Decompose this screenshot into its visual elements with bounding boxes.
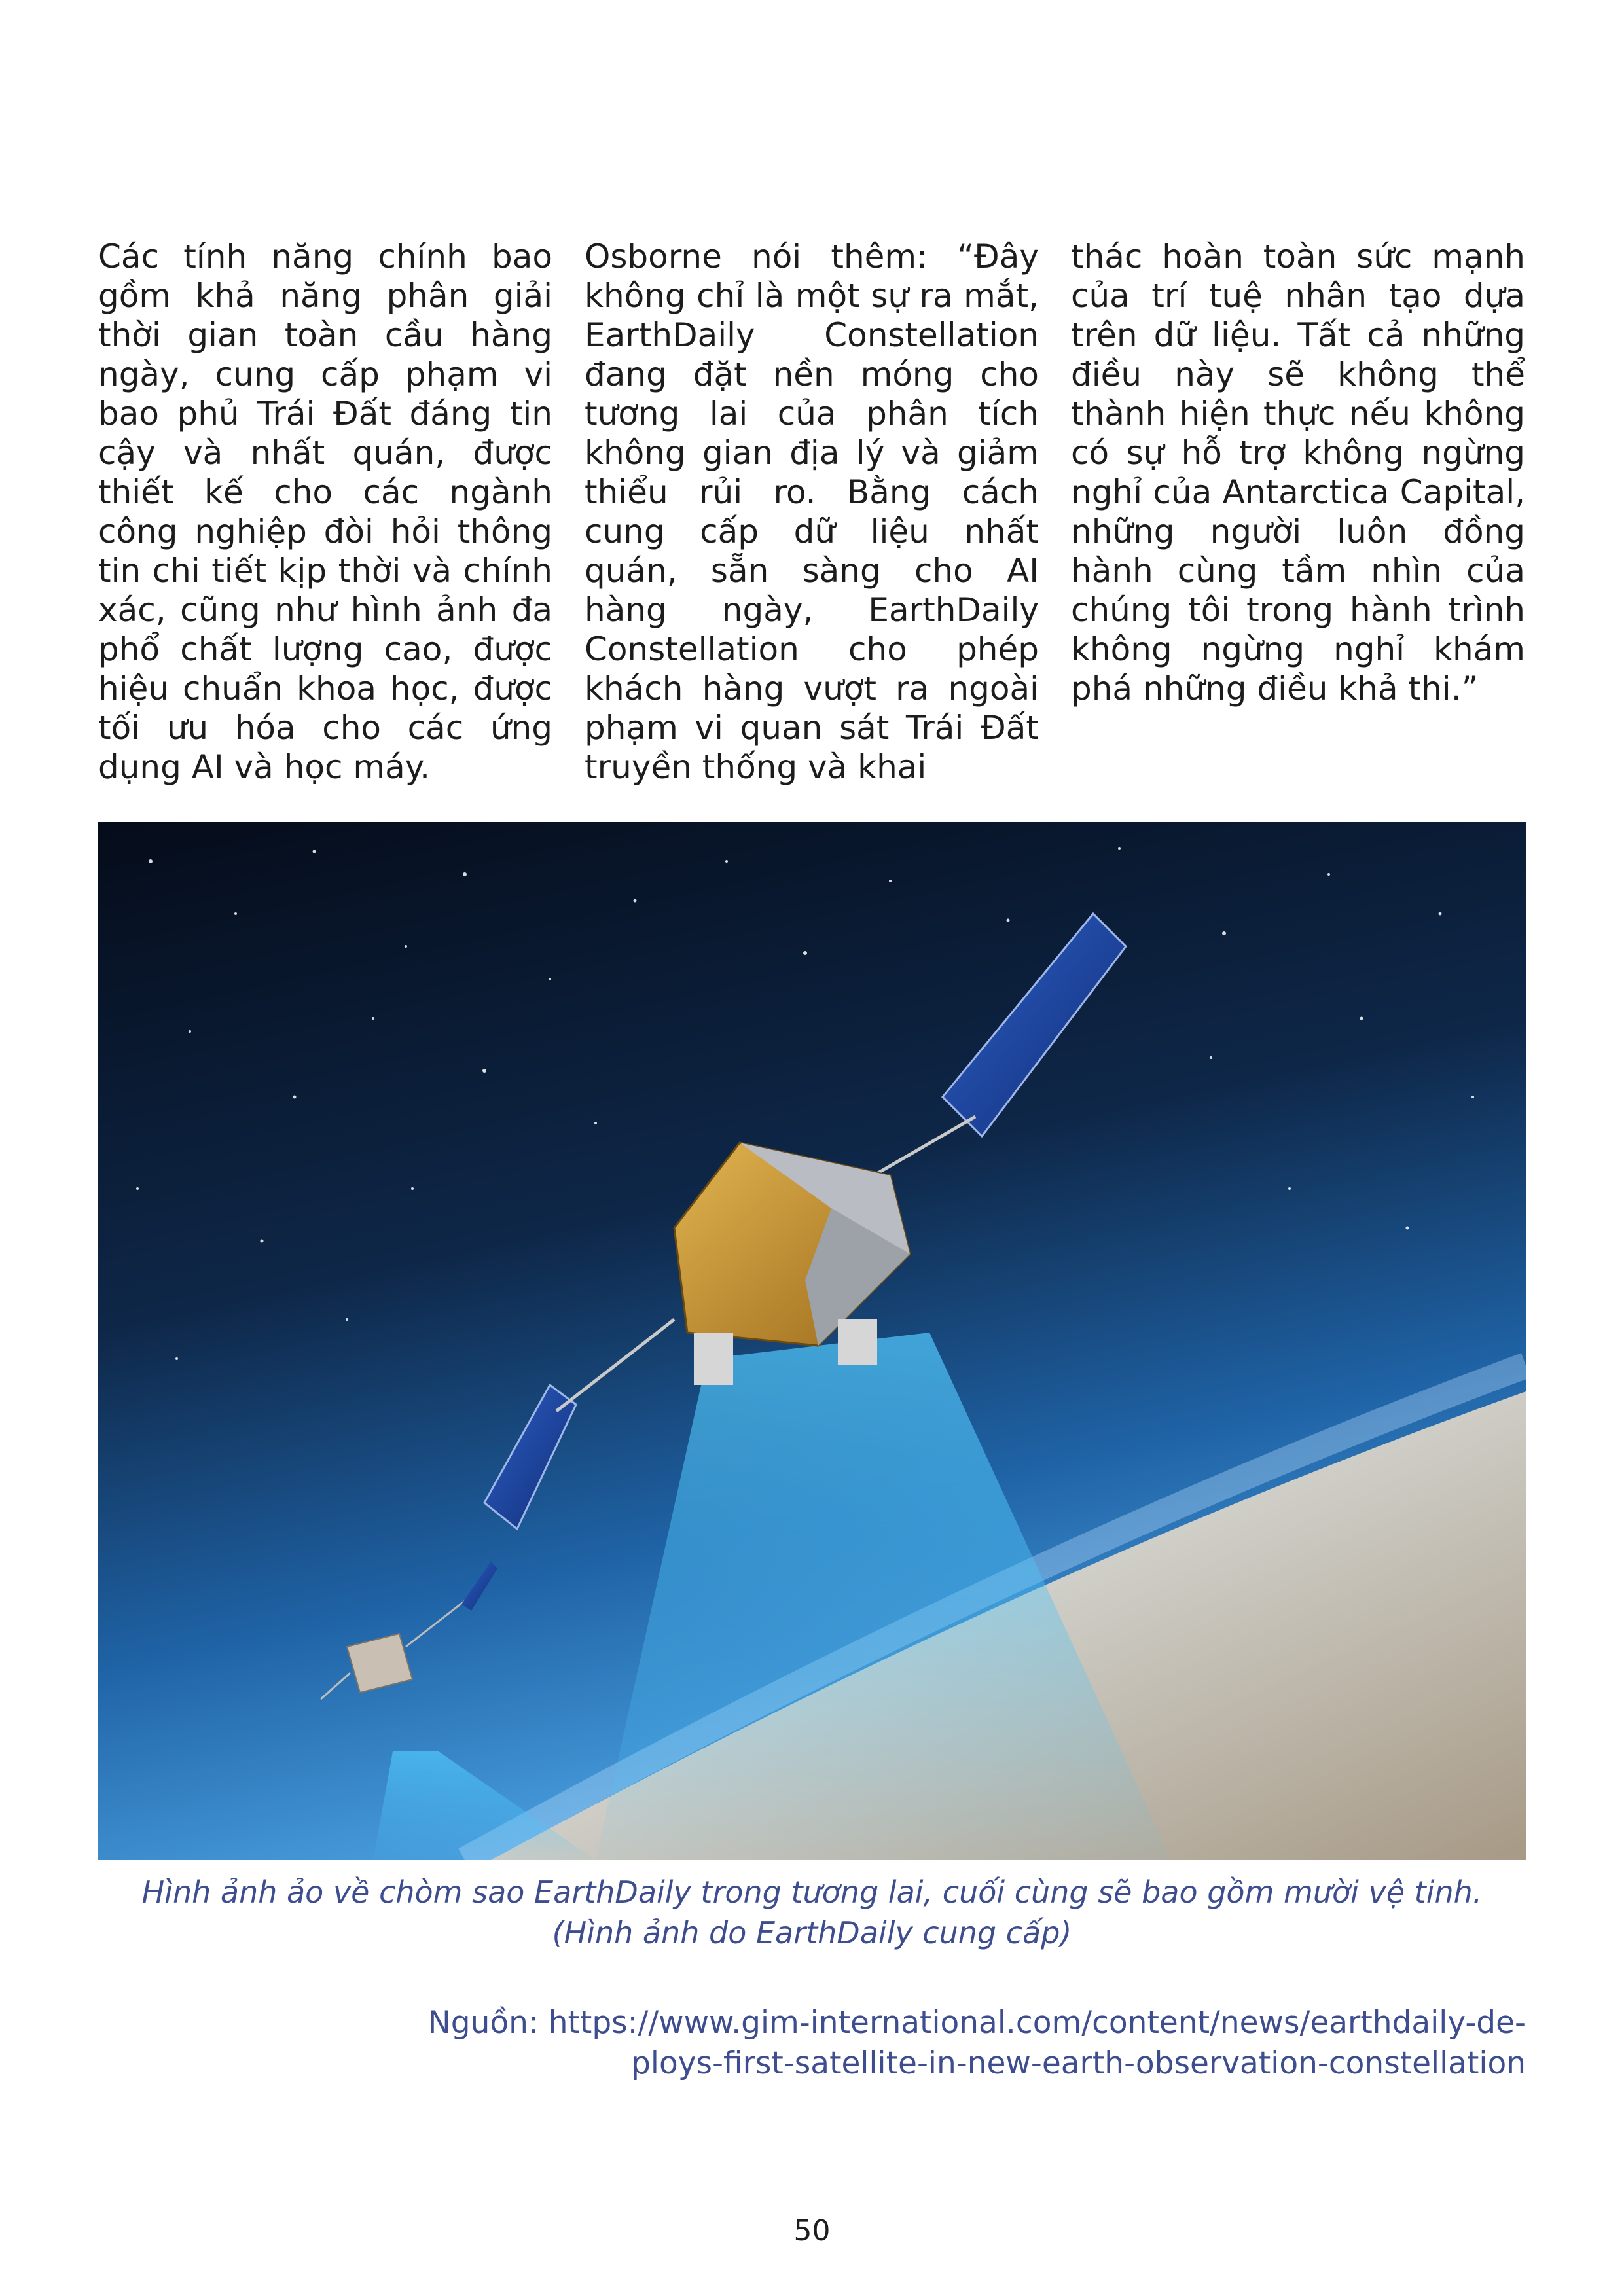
satellite-constellation-illustration: [98, 822, 1526, 1860]
article-column-1: Các tính năng chính bao gồm khả năng phân giải thời gian toàn cầu hàng ngày, cung cấp phạm vi bao phủ Trái Đất đáng tin cậy và nhất quán, được thiết kế cho các ngành công nghiệp đòi hỏi thông tin chi tiết kịp thời và chính xác, cũng như hình ảnh đa phổ chất lượng cao, được hiệu chuẩn khoa học, được tối ưu hóa cho các ứng dụng AI và học máy.: [98, 238, 552, 786]
source-label: Nguồn:: [427, 2005, 549, 2041]
source-citation: [196, 2003, 1526, 2084]
article-column-3: thác hoàn toàn sức mạnh của trí tuệ nhân tạo dựa trên dữ liệu. Tất cả những điều này sẽ không thể thành hiện thực nếu không có sự hỗ trợ không ngừng nghỉ của Antarctica Capital, những người luôn đồng hành cùng tầm nhìn của chúng tôi trong hành trình không ngừng nghỉ khám phá những điều khả thi.”: [1071, 238, 1525, 708]
source-url-line-1[interactable]: https://www.gim-international.com/content/news/earthdaily-de-: [548, 2005, 1526, 2041]
page-number: 50: [793, 2214, 831, 2248]
article-column-2: Osborne nói thêm: “Đây không chỉ là một sự ra mắt, EarthDaily Constellation đang đặt nền móng cho tương lai của phân tích không gian địa lý và giảm thiểu rủi ro. Bằng cách cung cấp dữ liệu nhất quán, sẵn sàng cho AI hàng ngày, EarthDaily Constellation cho phép khách hàng vượt ra ngoài phạm vi quan sát Trái Đất truyền thống và khai: [585, 238, 1039, 786]
caption-line-1: Hình ảnh ảo về chòm sao EarthDaily trong tương lai, cuối cùng sẽ bao gồm mười vệ tinh.: [141, 1874, 1483, 1910]
caption-line-2: (Hình ảnh do EarthDaily cung cấp): [552, 1915, 1072, 1950]
figure-caption: [98, 1872, 1526, 1953]
source-url-line-2[interactable]: ploys-first-satellite-in-new-earth-observation-constellation: [631, 2045, 1526, 2081]
satellite-scene: [98, 822, 1526, 1860]
